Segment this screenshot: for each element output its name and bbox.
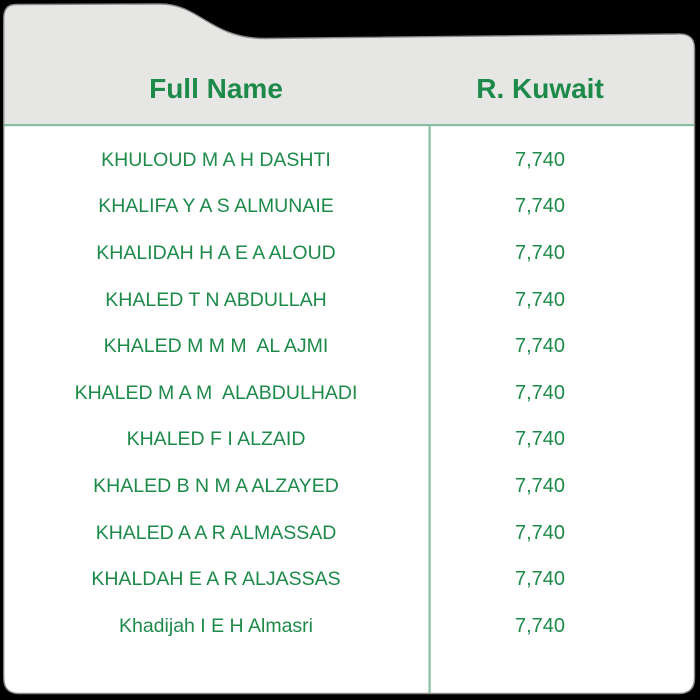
- row-value: 7,740: [514, 288, 566, 311]
- table-row: [3, 370, 695, 417]
- column-header-r-kuwait: R. Kuwait: [476, 73, 604, 104]
- row-value: 7,740: [514, 381, 566, 404]
- table-row: [3, 463, 695, 510]
- table-header-row: [3, 70, 695, 108]
- row-full-name: Khadijah I E H Almasri: [118, 614, 313, 637]
- row-value: 7,740: [514, 241, 566, 264]
- row-full-name: KHULOUD M A H DASHTI: [101, 148, 331, 171]
- row-full-name: KHALED M M M AL AJMI: [103, 335, 329, 358]
- row-full-name: KHALED T N ABDULLAH: [105, 288, 327, 311]
- table-row: [3, 510, 695, 557]
- row-value: 7,740: [514, 335, 566, 358]
- table-row: [3, 603, 695, 650]
- table-row: [3, 323, 695, 370]
- table-row: [3, 556, 695, 603]
- row-value: 7,740: [514, 568, 566, 591]
- table-row: [3, 417, 695, 464]
- row-value: 7,740: [514, 148, 566, 171]
- row-full-name: KHALED F I ALZAID: [126, 428, 306, 451]
- row-value: 7,740: [514, 521, 566, 544]
- row-full-name: KHALIDAH H A E A ALOUD: [96, 241, 336, 264]
- row-full-name: KHALED B N M A ALZAYED: [93, 474, 339, 497]
- row-value: 7,740: [514, 474, 566, 497]
- row-value: 7,740: [514, 195, 566, 218]
- table-row: [3, 184, 695, 231]
- table-row: [3, 230, 695, 277]
- row-full-name: KHALED A A R ALMASSAD: [95, 521, 337, 544]
- row-value: 7,740: [514, 614, 566, 637]
- table-row: [3, 277, 695, 324]
- table-row: [3, 137, 695, 184]
- report-card: [3, 2, 696, 696]
- table-body: [3, 126, 695, 692]
- row-full-name: KHALIFA Y A S ALMUNAIE: [98, 195, 334, 218]
- row-value: 7,740: [514, 428, 566, 451]
- column-header-full-name: Full Name: [149, 73, 283, 104]
- row-full-name: KHALDAH E A R ALJASSAS: [91, 568, 341, 591]
- row-full-name: KHALED M A M ALABDULHADI: [74, 381, 358, 404]
